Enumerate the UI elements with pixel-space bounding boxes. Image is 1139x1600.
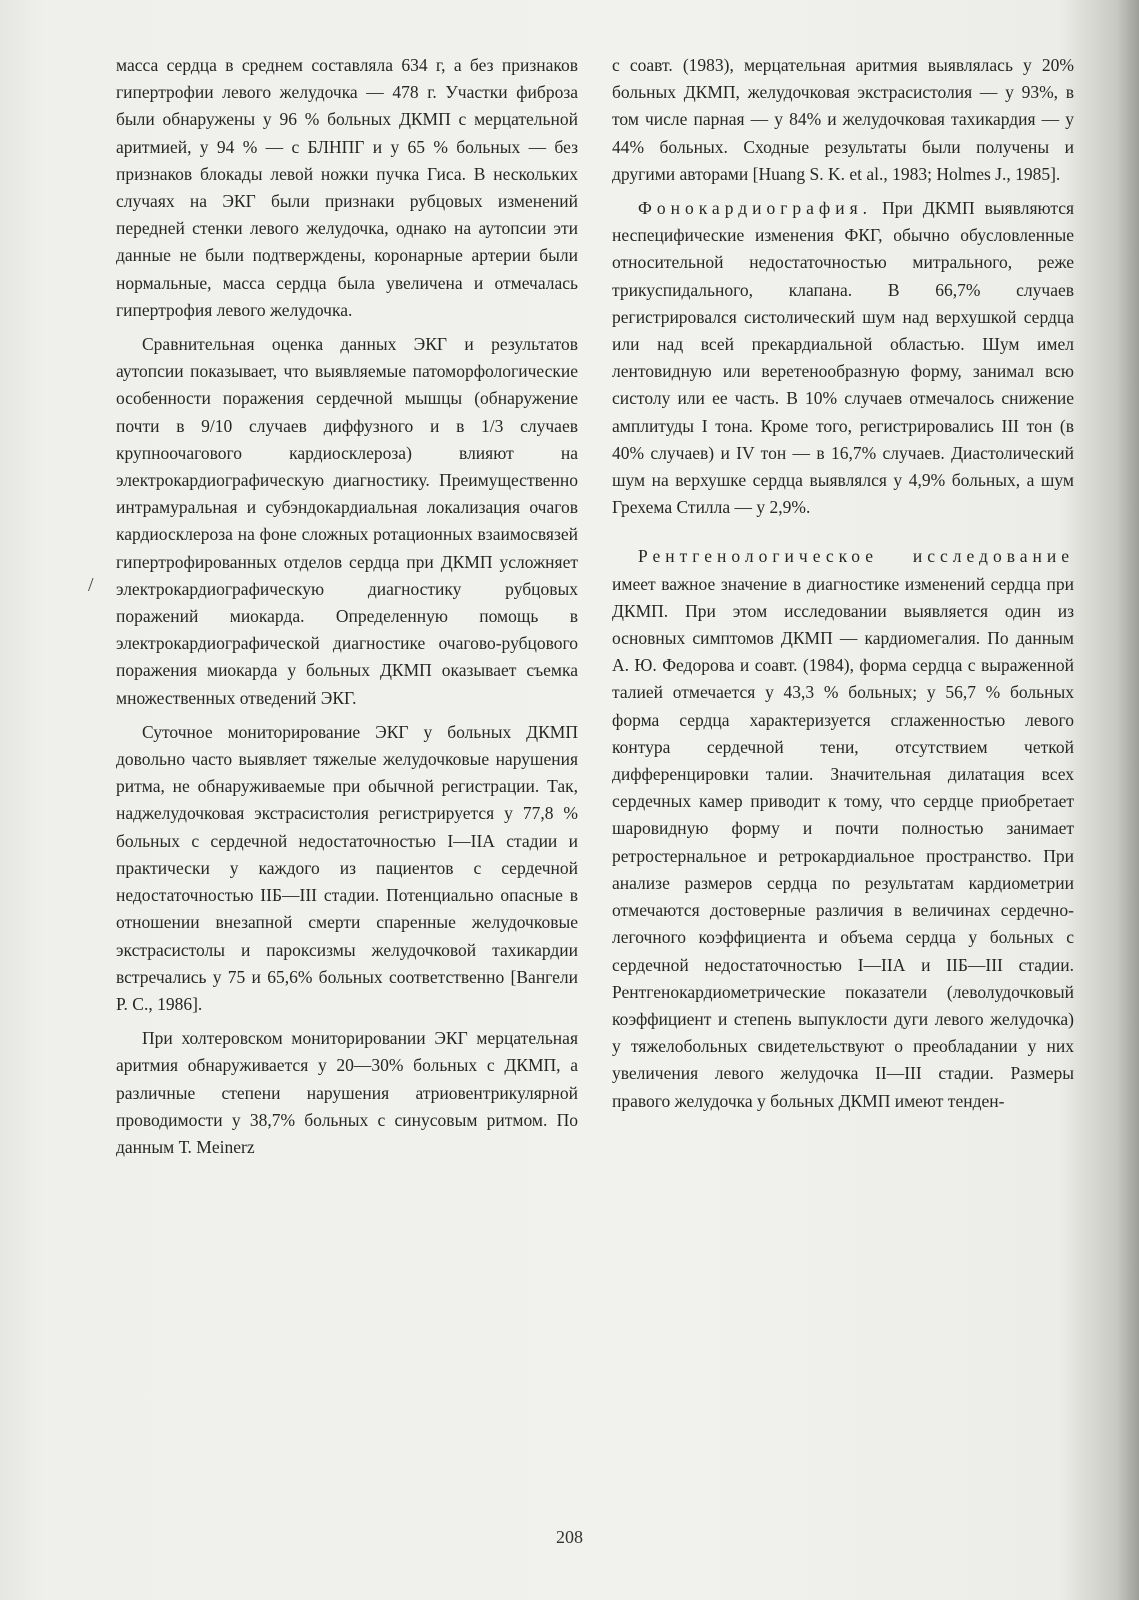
paragraph-6 [612,195,1074,521]
paragraph-4: При холтеровском мониторировании ЭКГ мерцательная аритмия обнаруживается у 20—30% больных с ДКМП, а различные степени нарушения атриовентрикулярной проводимости у 38,7% больных с синусовым ритмом. По данным Т. Meinerz [116,1028,578,1157]
section-heading-xray: Рентгенологическое исследование [638,546,1074,567]
section-heading-phonocardiography: Фонокардиография. [638,198,873,219]
right-text-column [612,52,1074,1115]
paragraph-7 [612,543,1074,1114]
paragraph-6-body: При ДКМП выявляются неспецифические изменения ФКГ, обычно обусловленные относительной недостаточностью митрального, реже трикуспидального, клапана. В 66,7% случаев регистрировался систолический шум над верхушкой сердца или над всей прекардиальной областью. Шум имел лентовидную или веретенообразную форму, занимал всю систолу или ее часть. В 10% случаев отмечалось снижение амплитуды I тона. Кроме того, регистрировались III тон (в 40% случаев) и IV тон — в 16,7% случаев. Диастолический шум на верхушке сердца выявлялся у 4,9% больных, а шум Грехема Стилла — у 2,9%. [612,198,1075,518]
margin-pencil-mark: / [88,574,94,596]
paragraph-7-body: имеет важное значение в диагностике изменений сердца при ДКМП. При этом исследовании выявляется один из основных симптомов ДКМП — кардиомегалия. По данным А. Ю. Федорова и соавт. (1984), форма сердца с выраженной талией отмечается у 43,3 % больных; у 56,7 % больных форма сердца характеризуется сглаженностью левого контура сердечной тени, отсутствием четкой дифференцировки талии. Значительная дилатация всех сердечных камер приводит к тому, что сердце приобретает шаровидную форму и почти полностью занимает ретростернальное и ретрокардиальное пространство. При анализе размеров сердца по результатам кардиометрии отмечаются достоверные различия в величинах сердечно-легочного коэффициента и объема сердца у больных с сердечной недостаточностью I—IIА и IIБ—III стадии. Рентгенокардиометрические показатели (леволудочковый коэффициент и степень выпуклости дуги левого желудочка) у тяжелобольных свидетельствуют о преобладании у них увеличения левого желудочка II—III стадии. Размеры правого желудочка у больных ДКМП имеют тенден- [612,573,1074,1111]
paragraph-5: с соавт. (1983), мерцательная аритмия выявлялась у 20% больных ДКМП, желудочковая экстрасистолия — у 93%, в том числе парная — у 84% и желудочковая тахикардия — у 44% больных. Сходные результаты были получены и другими авторами [Huang S. K. et al., 1983; Holmes J., 1985]. [612,55,1074,184]
paragraph-3: Суточное мониторирование ЭКГ у больных ДКМП довольно часто выявляет тяжелые желудочковые нарушения ритма, не обнаруживаемые при обычной регистрации. Так, наджелудочковая экстрасистолия регистрируется у 77,8 % больных с сердечной недостаточностью I—IIА стадии и практически у каждого из пациентов с сердечной недостаточностью IIБ—III стадии. Потенциально опасные в отношении внезапной смерти спаренные желудочковые экстрасистолы и пароксизмы желудочковой тахикардии встречались у 75 и 65,6% больных соответственно [Вангели Р. С., 1986]. [116,721,578,1014]
paragraph-1: масса сердца в среднем составляла 634 г, а без признаков гипертрофии левого желудочка — 478 г. Участки фиброза были обнаружены у 96 % больных ДКМП с мерцательной аритмией, у 94 % — с БЛНПГ и у 65 % больных — без признаков блокады левой ножки пучка Гиса. В нескольких случаях на ЭКГ были признаки рубцовых изменений передней стенки левого желудочка, однако на аутопсии эти данные не были подтверждены, коронарные артерии были нормальные, масса сердца была увеличена и отмечалась гипертрофия левого желудочка. [116,55,578,320]
paragraph-2: Сравнительная оценка данных ЭКГ и результатов аутопсии показывает, что выявляемые патоморфологические особенности поражения сердечной мышцы (обнаружение почти в 9/10 случаев диффузного и в 1/3 случаев крупноочагового кардиосклероза) влияют на электрокардиографическую диагностику. Преимущественно интрамуральная и субэндокардиальная локализация очагов кардиосклероза на фоне сложных ротационных взаимосвязей гипертрофированных отделов сердца при ДКМП усложняет электрокардиографическую диагностику рубцовых поражений миокарда. Определенную помощь в электрокардиографической диагностике очагово-рубцового поражения миокарда у больных ДКМП оказывает съемка множественных отведений ЭКГ. [116,334,578,708]
left-text-column [116,52,578,1161]
page-number: 208 [556,1527,583,1547]
